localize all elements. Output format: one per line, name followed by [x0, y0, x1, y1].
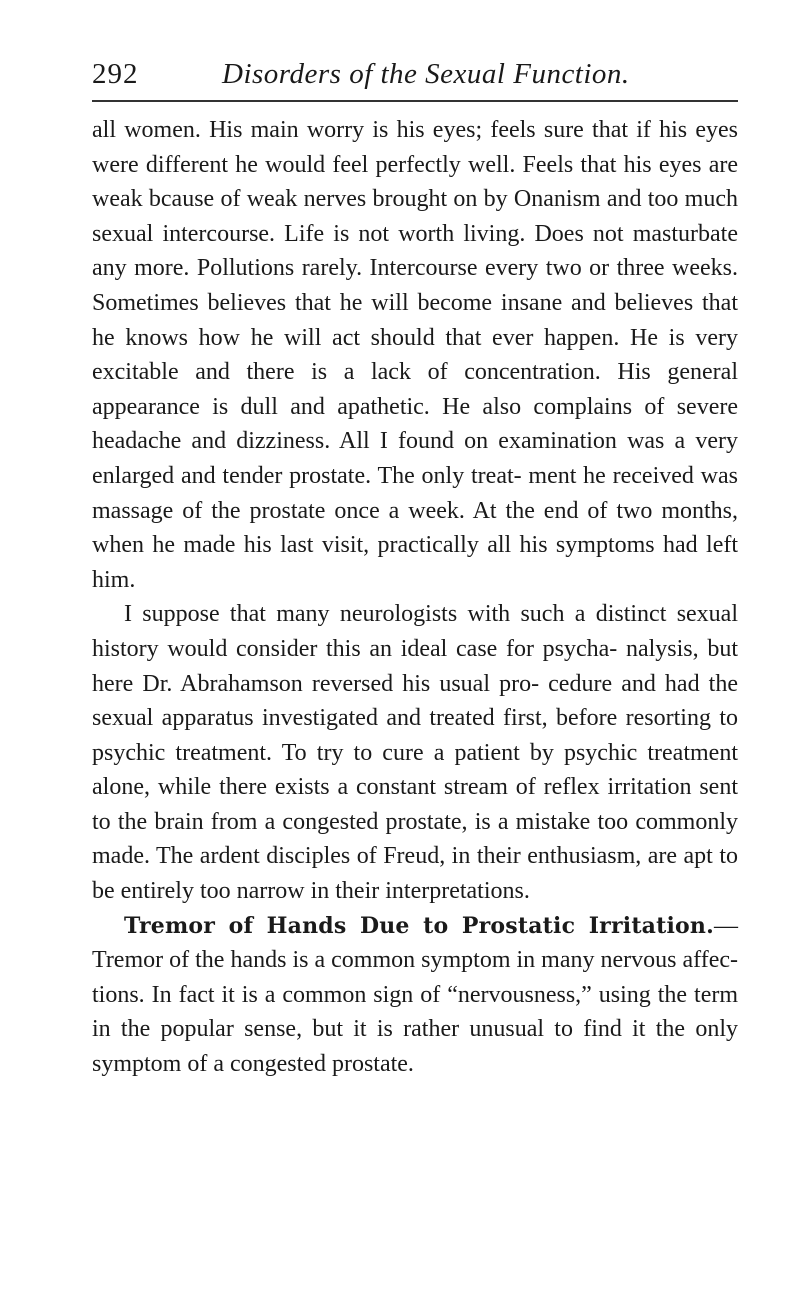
running-head	[92, 56, 736, 96]
paragraph-tremor-section	[92, 909, 738, 1082]
running-title: Disorders of the Sexual Function.	[222, 58, 630, 90]
body-text	[92, 113, 738, 1082]
header-rule	[92, 100, 738, 102]
paragraph-discussion: I suppose that many neurologists with such a distinct sexual history would consider this an ideal case for psycha- nalysis, but here Dr. Abrahamson reversed his usual pro- cedure and had the sexual apparatus investigated and treated first, before resorting to psychic treatment. To try to cure a patient by psychic treatment alone, while there exists a constant stream of reflex irritation sent to the brain from a congested prostate, is a mistake too commonly made. The ardent disciples of Freud, in their enthusiasm, are apt to be entirely too narrow in their interpretations.	[92, 601, 738, 905]
paragraph-case-description: all women. His main worry is his eyes; feels sure that if his eyes were different he would feel perfectly well. Feels that his eyes are weak bcause of weak nerves brought on by Onanism and too much sexual intercourse. Life is not worth living. Does not masturbate any more. Pollutions rarely. Intercourse every two or three weeks. Sometimes believes that he will become insane and believes that he knows how he will act should that ever happen. He is very excitable and there is a lack of concentration. His general appearance is dull and apathetic. He also complains of severe headache and dizziness. All I found on examination was a very enlarged and tender prostate. The only treat- ment he received was massage of the prostate once a week. At the end of two months, when he made his last visit, practically all his symptoms had left him.	[92, 117, 738, 593]
section-heading: Tremor of Hands Due to Prostatic Irritation.	[124, 912, 714, 939]
section-text: —Tremor of the hands is a common symptom in many nervous affec- tions. In fact it is a common sign of “nervousness,” using the term in the popular sense, but it is rather unusual to find it the only symptom of a congested prostate.	[92, 912, 738, 1078]
page-number: 292	[92, 58, 139, 90]
